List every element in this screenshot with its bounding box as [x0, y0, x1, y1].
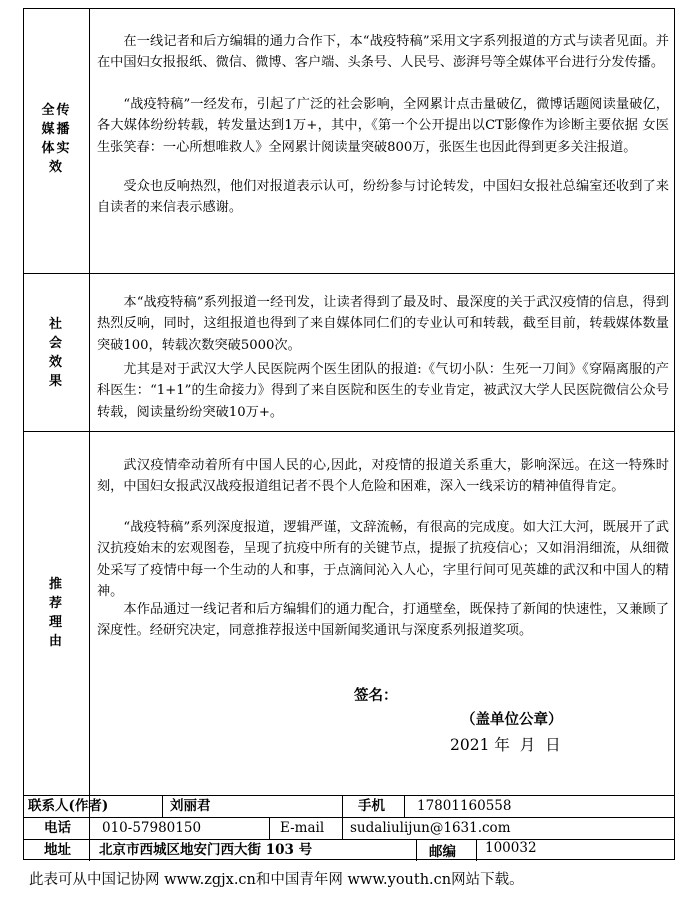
spread-paragraph: 在一线记者和后方编辑的通力合作下，本“战疫特稿”采用文字系列报道的方式与读者见面。并在中国妇女报报纸、微信、微博、客户端、头条号、人民号、澎湃号等全媒体平台进行分发传播。	[97, 34, 669, 71]
address-label: 地址	[44, 842, 71, 858]
label-line: 效	[48, 160, 64, 175]
label-line: 理	[48, 615, 64, 630]
mobile-value: 17801160558	[417, 798, 512, 814]
row-divider	[24, 273, 674, 274]
spread-effect-label	[24, 101, 89, 177]
contact-divider	[342, 817, 343, 839]
postcode-label: 邮编	[429, 844, 456, 860]
spread-paragraph: “战疫特稿”一经发布，引起了广泛的社会影响，全网累计点击量破亿，微博话题阅读量破亿，各大媒体纷纷转载，转发量达到1万+，其中，《第一个公开提出以CT影像作为诊断主要依据 女医生张笑春：一心所想唯救人》全网累计阅读量突破800万，张医生也因此得到更多关注报道。	[97, 97, 669, 155]
contact-divider	[342, 795, 343, 817]
row-divider	[24, 431, 674, 432]
postcode-value: 100032	[485, 840, 537, 856]
spread-paragraph: 受众也反响热烈，他们对报道表示认可，纷纷参与讨论转发，中国妇女报社总编室还收到了来自读者的来信表示感谢。	[97, 179, 669, 216]
recommend-paragraph: “战疫特稿”系列深度报道，逻辑严谨，文辞流畅，有很高的完成度。如大江大河，既展开了武汉抗疫始末的宏观图卷，呈现了抗疫中所有的关键节点，提振了抗疫信心；又如涓涓细流，从细微处采写了疫情中每一个生动的人和事，于点滴间沁入人心，字里行间可见英雄的武汉和中国人的精神。	[97, 520, 669, 599]
label-line: 由	[48, 634, 64, 649]
social-effect-label	[24, 315, 89, 391]
contact-divider	[269, 817, 270, 839]
label-line: 会	[48, 336, 64, 351]
label-line: 媒播	[41, 122, 72, 137]
social-paragraph: 尤其是对于武汉大学人民医院两个医生团队的报道:《气切小队：生死一刀间》《穿隔离服的产科医生：“1+1”的生命接力》得到了来自医院和医生的专业肯定，被武汉大学人民医院微信公众号转载，阅读量纷纷突破10万+。	[97, 362, 669, 420]
contact-person-label: 联系人(作者)	[28, 798, 109, 814]
contact-divider	[416, 839, 417, 861]
address-value: 北京市西城区地安门西大街 103 号	[99, 842, 313, 858]
email-label: E-mail	[280, 820, 325, 836]
contact-divider	[476, 839, 477, 861]
mobile-label: 手机	[358, 798, 385, 814]
email-value: sudaliulijun@1631.com	[350, 820, 511, 836]
phone-value: 010-57980150	[102, 820, 202, 836]
label-line: 社	[48, 317, 64, 332]
label-line: 全传	[41, 103, 72, 118]
recommend-paragraph: 本作品通过一线记者和后方编辑们的通力配合，打通壁垒，既保持了新闻的快速性，又兼顾了深度性。经研究决定，同意推荐报送中国新闻奖通讯与深度系列报道奖项。	[97, 602, 669, 639]
contact-divider	[404, 795, 405, 817]
recommend-reason-label	[24, 575, 89, 651]
social-paragraph: 本“战疫特稿”系列报道一经刊发，让读者得到了最及时、最深度的关于武汉疫情的信息，得到热烈反响，同时，这组报道也得到了来自媒体同仁们的专业认可和转载，截至目前，转载媒体数量突破100，转载次数突破5000次。	[97, 295, 669, 353]
label-line: 推	[48, 577, 64, 592]
row-divider	[24, 795, 674, 796]
download-note: 此表可从中国记协网 www.zgjx.cn和中国青年网 www.youth.cn网站下载。	[29, 872, 524, 888]
signature-label: 签名：	[354, 687, 398, 704]
label-line: 荐	[48, 596, 64, 611]
recommend-paragraph: 武汉疫情牵动着所有中国人民的心,因此，对疫情的报道关系重大，影响深远。在这一特殊时刻，中国妇女报武汉战疫报道组记者不畏个人危险和困难，深入一线采访的精神值得肯定。	[97, 458, 669, 495]
label-line: 体实	[41, 141, 72, 156]
contact-divider	[162, 795, 163, 817]
phone-label: 电话	[44, 820, 71, 836]
label-line: 效	[48, 355, 64, 370]
seal-note: （盖单位公章）	[461, 711, 563, 728]
label-line: 果	[48, 374, 64, 389]
contact-person-value: 刘丽君	[170, 798, 211, 814]
label-column-divider	[89, 9, 90, 795]
date-line: 2021 年 月 日	[450, 736, 561, 754]
recommendation-form	[23, 8, 675, 860]
